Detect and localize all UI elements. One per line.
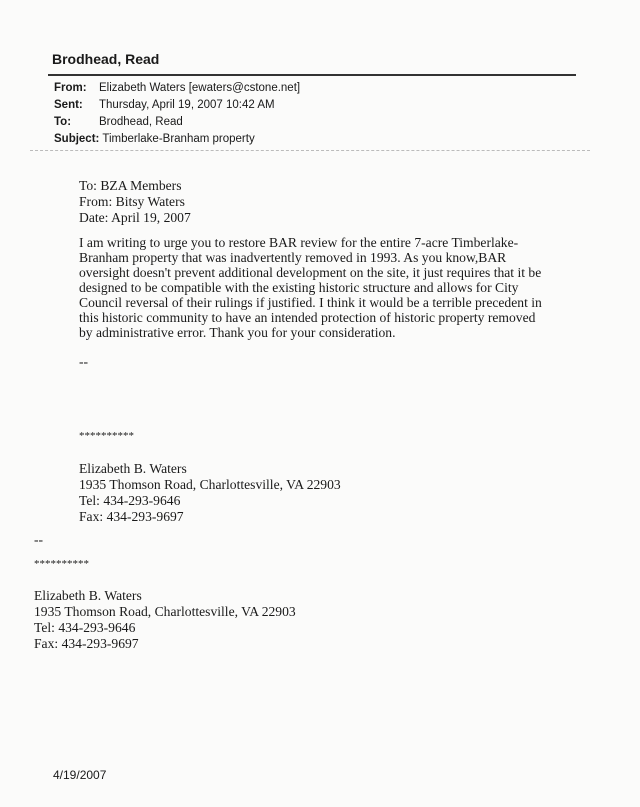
subject-label: Subject: xyxy=(54,133,100,145)
sig2-name: Elizabeth B. Waters xyxy=(34,588,142,603)
memo-separator: -- xyxy=(79,354,89,369)
memo-body: I am writing to urge you to restore BAR review for the entire 7-acre Timberlake-Branham property that was inadvertently removed in 1993. As you know,BAR oversight doesn't prevent additional development on the site, it just requires that it be designed to be compatible with the existing historic structure and allows for City Council reversal of their rulings if justified. I think it would be a terrible precedent in this historic community to have an intended protection of historic property removed by administrative error. Thank you for your consideration. xyxy=(79,235,542,340)
sig1-address: 1935 Thomson Road, Charlottesville, VA 22903 xyxy=(79,477,341,492)
sent-label: Sent: xyxy=(54,99,83,111)
sent-row xyxy=(54,99,275,111)
memo-stars: ********** xyxy=(79,430,134,442)
to-value: Brodhead, Read xyxy=(99,116,183,128)
header-divider xyxy=(30,150,590,151)
sig2-address: 1935 Thomson Road, Charlottesville, VA 22903 xyxy=(34,604,296,619)
memo-from: From: Bitsy Waters xyxy=(79,194,185,209)
to-row xyxy=(54,116,183,128)
footer-date: 4/19/2007 xyxy=(53,768,107,782)
sig1-name: Elizabeth B. Waters xyxy=(79,461,187,476)
sig2-stars: ********** xyxy=(34,558,89,570)
sig2-tel: Tel: 434-293-9646 xyxy=(34,620,136,635)
memo-body-block xyxy=(79,235,549,370)
from-row xyxy=(54,82,300,94)
to-label: To: xyxy=(54,116,72,128)
memo-date: Date: April 19, 2007 xyxy=(79,210,191,225)
from-label: From: xyxy=(54,82,87,94)
email-title: Brodhead, Read xyxy=(52,51,160,67)
subject-row xyxy=(54,133,255,145)
from-value: Elizabeth Waters [ewaters@cstone.net] xyxy=(99,82,301,94)
sig2-fax: Fax: 434-293-9697 xyxy=(34,636,139,651)
sig1-tel: Tel: 434-293-9646 xyxy=(79,493,181,508)
sig2-separator: -- xyxy=(34,532,44,547)
header-rule xyxy=(48,74,576,76)
sig1-fax: Fax: 434-293-9697 xyxy=(79,509,184,524)
sent-value: Thursday, April 19, 2007 10:42 AM xyxy=(99,99,275,111)
subject-value: Timberlake-Branham property xyxy=(102,133,255,145)
memo-to: To: BZA Members xyxy=(79,178,182,193)
